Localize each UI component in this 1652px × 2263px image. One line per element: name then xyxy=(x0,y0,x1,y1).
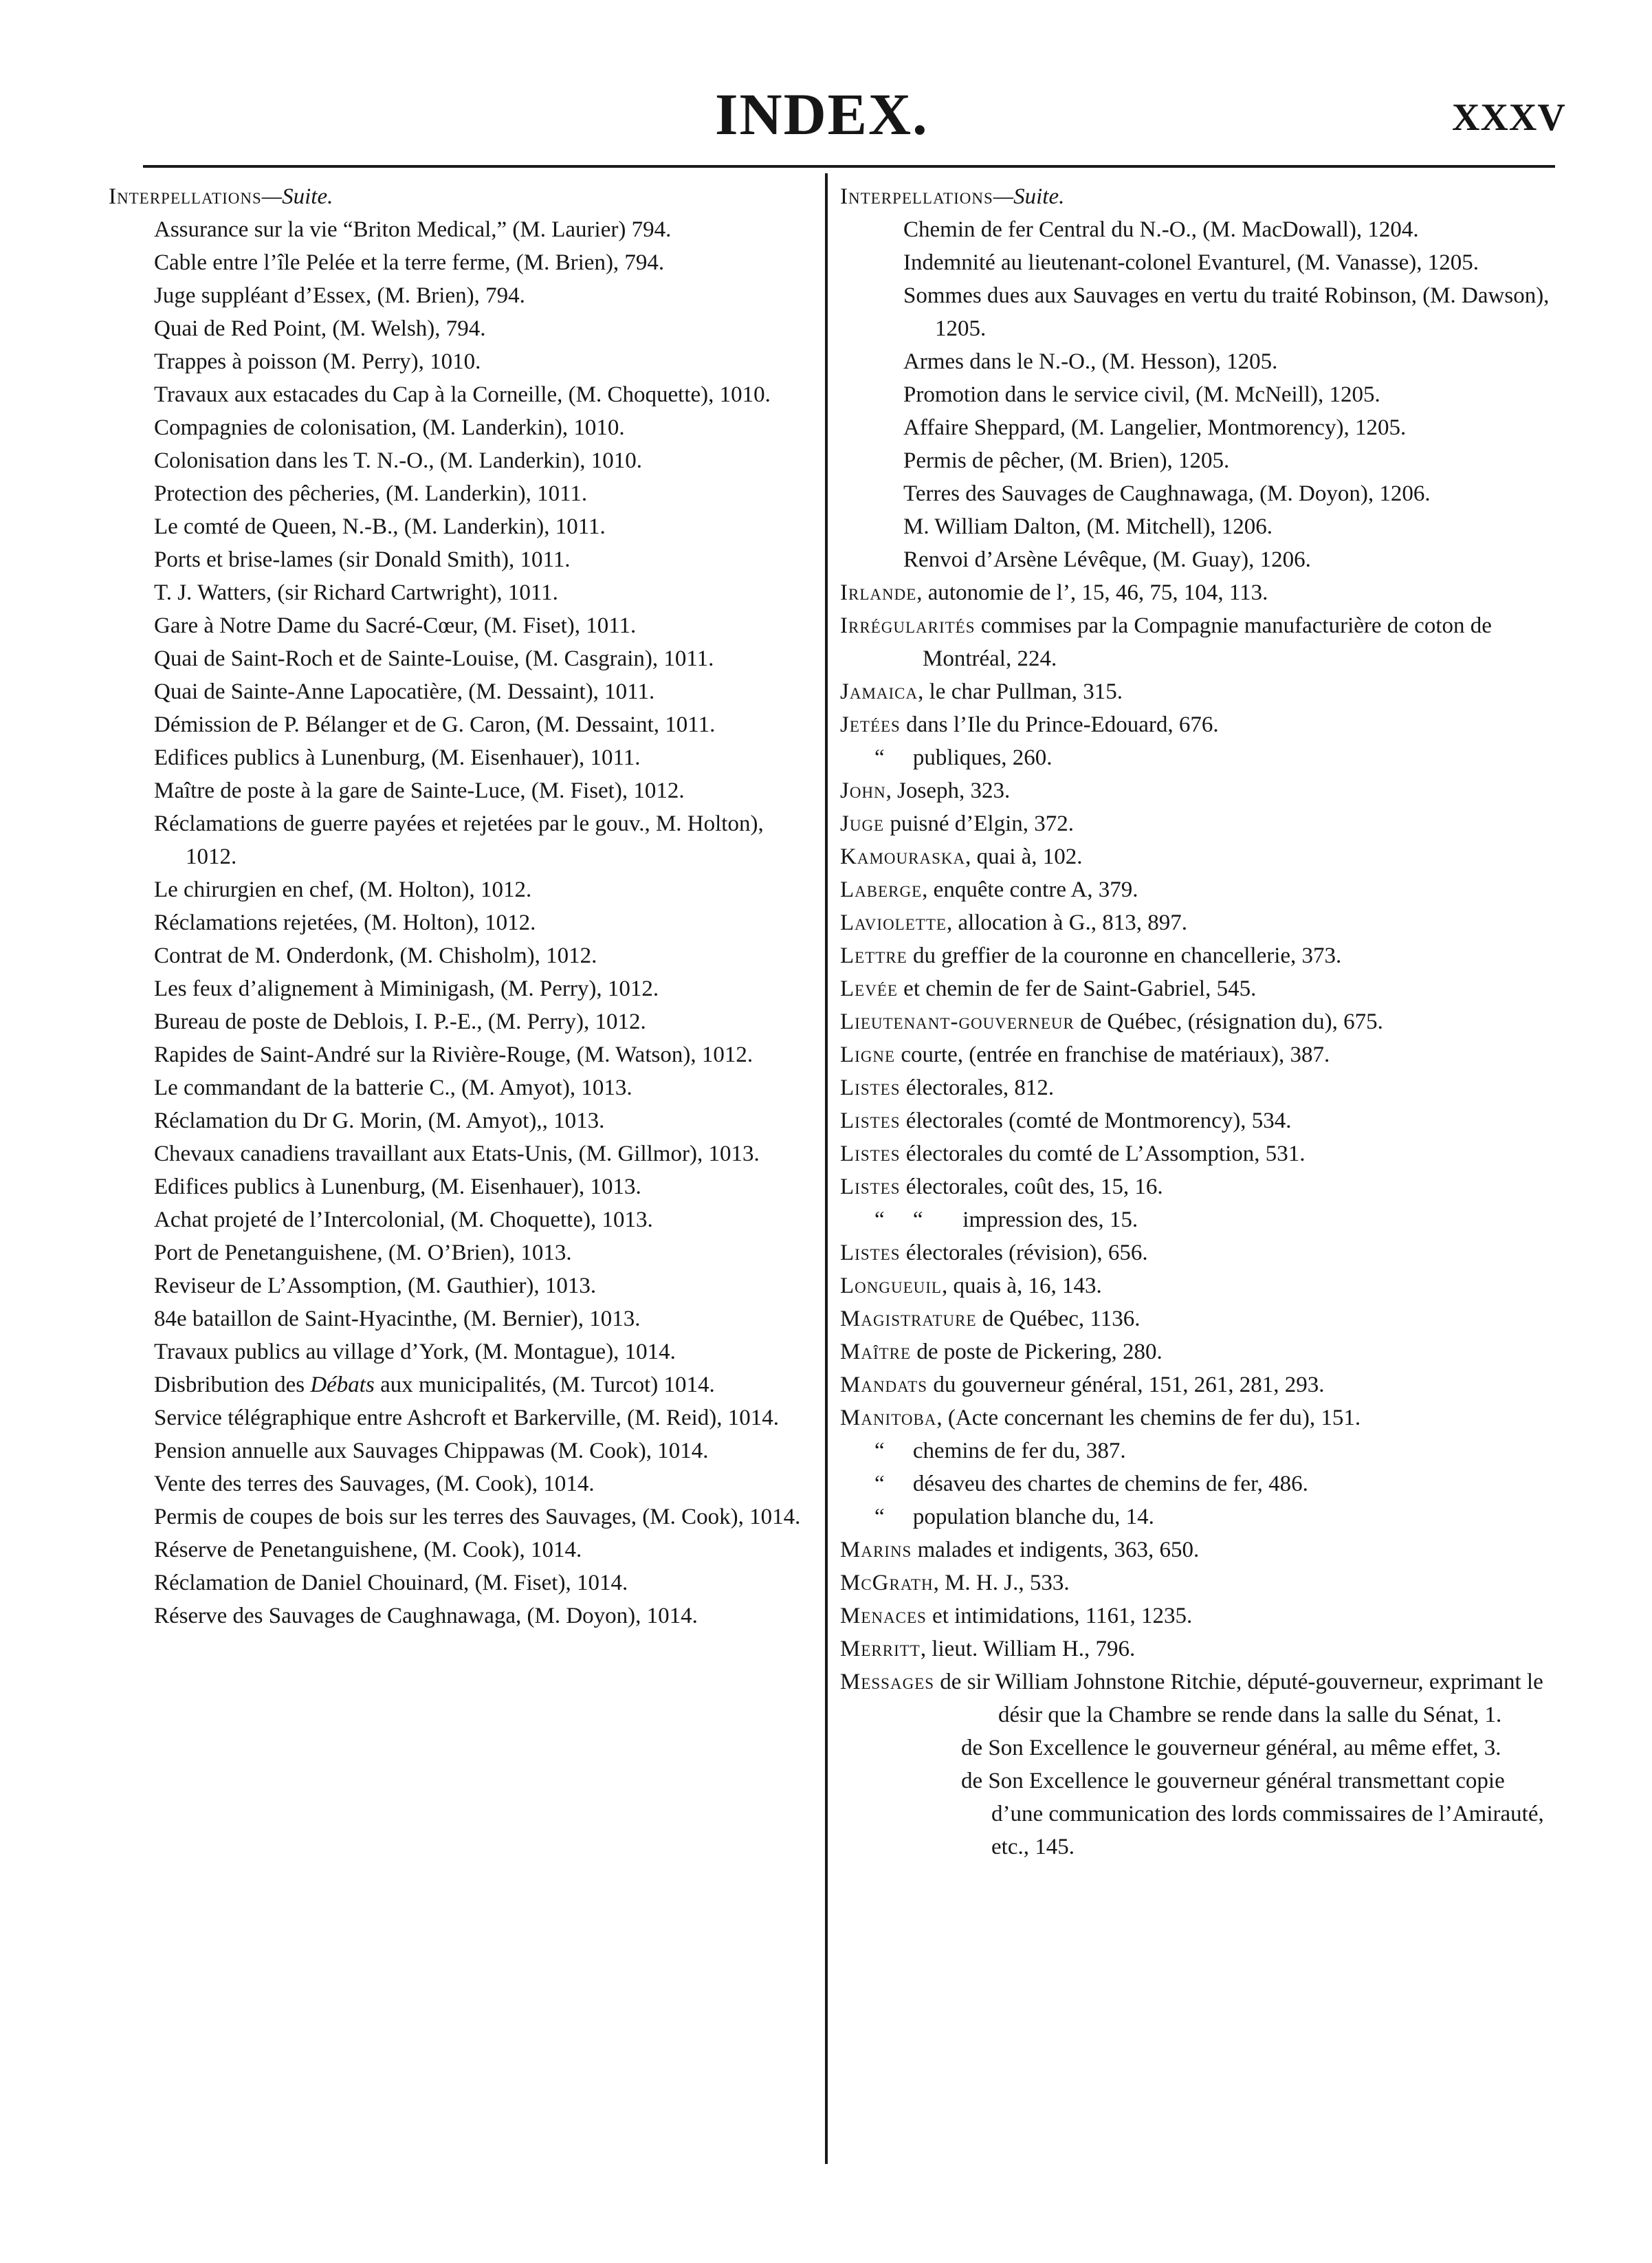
left-column xyxy=(109,180,820,1632)
index-entry: Levée et chemin de fer de Saint-Gabriel, 545. xyxy=(840,976,1257,1001)
index-entry: T. J. Watters, (sir Richard Cartwright), 1011. xyxy=(154,580,558,605)
index-entry: Réserve des Sauvages de Caughnawaga, (M. Doyon), 1014. xyxy=(154,1604,698,1628)
index-entry: Travaux publics au village d’York, (M. Montague), 1014. xyxy=(154,1340,676,1364)
index-entry: Gare à Notre Dame du Sacré-Cœur, (M. Fiset), 1011. xyxy=(154,613,637,638)
page-header xyxy=(0,80,1652,155)
index-entry: Affaire Sheppard, (M. Langelier, Montmorency), 1205. xyxy=(903,415,1407,440)
index-entry: Trappes à poisson (M. Perry), 1010. xyxy=(154,349,481,374)
index-entry: Mandats du gouverneur général, 151, 261, 281, 293. xyxy=(840,1373,1325,1397)
left-column-heading: Interpellations—Suite. xyxy=(109,184,333,209)
index-entry: “ chemins de fer du, 387. xyxy=(874,1439,1126,1463)
index-entry: Port de Penetanguishene, (M. O’Brien), 1013. xyxy=(154,1240,572,1265)
index-entry: Jamaica, le char Pullman, 315. xyxy=(840,679,1123,704)
index-entry: Quai de Saint-Roch et de Sainte-Louise, (M. Casgrain), 1011. xyxy=(154,646,714,671)
index-entry: Quai de Red Point, (M. Welsh), 794. xyxy=(154,316,486,341)
index-entry: Laviolette, allocation à G., 813, 897. xyxy=(840,910,1188,935)
index-entry: Chevaux canadiens travaillant aux Etats-Unis, (M. Gillmor), 1013. xyxy=(154,1141,760,1166)
index-entry: Longueuil, quais à, 16, 143. xyxy=(840,1273,1102,1298)
messages-sub-entry: de Son Excellence le gouverneur général transmettant copie d’une communication des lords commissaires de l’Amirauté, etc., 145. xyxy=(961,1769,1544,1859)
index-entry: Listes électorales, coût des, 15, 16. xyxy=(840,1174,1163,1199)
index-entry: Reviseur de L’Assomption, (M. Gauthier), 1013. xyxy=(154,1273,597,1298)
column-divider xyxy=(825,173,828,2164)
index-entry: Lettre du greffier de la couronne en chancellerie, 373. xyxy=(840,943,1342,968)
index-entry: Service télégraphique entre Ashcroft et Barkerville, (M. Reid), 1014. xyxy=(154,1406,780,1430)
index-entry: Listes électorales, 812. xyxy=(840,1075,1055,1100)
index-entry: McGrath, M. H. J., 533. xyxy=(840,1571,1070,1595)
index-entry: Manitoba, (Acte concernant les chemins de fer du), 151. xyxy=(840,1406,1361,1430)
index-entry: Merritt, lieut. William H., 796. xyxy=(840,1637,1136,1661)
index-entry: Armes dans le N.-O., (M. Hesson), 1205. xyxy=(903,349,1278,374)
index-entry: Ports et brise-lames (sir Donald Smith), 1011. xyxy=(154,547,571,572)
index-entry: Renvoi d’Arsène Lévêque, (M. Guay), 1206. xyxy=(903,547,1311,572)
index-entry: Le commandant de la batterie C., (M. Amyot), 1013. xyxy=(154,1075,632,1100)
index-entry: Marins malades et indigents, 363, 650. xyxy=(840,1538,1200,1562)
index-entry: Démission de P. Bélanger et de G. Caron, (M. Dessaint, 1011. xyxy=(154,712,716,737)
index-entry: Juge puisné d’Elgin, 372. xyxy=(840,811,1075,836)
index-entry: Assurance sur la vie “Briton Medical,” (M. Laurier) 794. xyxy=(154,217,672,242)
index-entry: Laberge, enquête contre A, 379. xyxy=(840,877,1138,902)
index-entry: Chemin de fer Central du N.-O., (M. MacDowall), 1204. xyxy=(903,217,1419,242)
index-entry: Pension annuelle aux Sauvages Chippawas (M. Cook), 1014. xyxy=(154,1439,709,1463)
index-entry: Disbribution des Débats aux municipalités, (M. Turcot) 1014. xyxy=(154,1373,715,1397)
index-entry: “ publiques, 260. xyxy=(874,745,1053,770)
index-entry: Edifices publics à Lunenburg, (M. Eisenhauer), 1011. xyxy=(154,745,641,770)
index-entry: Terres des Sauvages de Caughnawaga, (M. Doyon), 1206. xyxy=(903,481,1431,506)
index-entry: Irrégularités commises par la Compagnie manufacturière de coton de Montréal, 224. xyxy=(840,613,1492,671)
index-entry: Contrat de M. Onderdonk, (M. Chisholm), 1012. xyxy=(154,943,597,968)
index-entry: Ligne courte, (entrée en franchise de matériaux), 387. xyxy=(840,1042,1330,1067)
index-entry: Maître de poste à la gare de Sainte-Luce, (M. Fiset), 1012. xyxy=(154,778,685,803)
index-entry: “ désaveu des chartes de chemins de fer, 486. xyxy=(874,1472,1308,1496)
index-entry: “ population blanche du, 14. xyxy=(874,1505,1154,1529)
index-entry: M. William Dalton, (M. Mitchell), 1206. xyxy=(903,514,1273,539)
index-entry: Irlande, autonomie de l’, 15, 46, 75, 104, 113. xyxy=(840,580,1268,605)
index-entry: Kamouraska, quai à, 102. xyxy=(840,844,1083,869)
index-entry: Juge suppléant d’Essex, (M. Brien), 794. xyxy=(154,283,525,308)
index-entry: Le chirurgien en chef, (M. Holton), 1012. xyxy=(154,877,532,902)
index-entry: Jetées dans l’Ile du Prince-Edouard, 676. xyxy=(840,712,1219,737)
index-entry: Protection des pêcheries, (M. Landerkin), 1011. xyxy=(154,481,588,506)
index-entry: Réclamation de Daniel Chouinard, (M. Fiset), 1014. xyxy=(154,1571,628,1595)
index-entry: “ “ impression des, 15. xyxy=(874,1207,1138,1232)
index-entry: Réserve de Penetanguishene, (M. Cook), 1014. xyxy=(154,1538,582,1562)
index-entry: Menaces et intimidations, 1161, 1235. xyxy=(840,1604,1193,1628)
index-entry: Les feux d’alignement à Miminigash, (M. Perry), 1012. xyxy=(154,976,659,1001)
index-entry: Sommes dues aux Sauvages en vertu du traité Robinson, (M. Dawson), 1205. xyxy=(903,283,1550,341)
index-entry: Promotion dans le service civil, (M. McNeill), 1205. xyxy=(903,382,1380,407)
index-entry: Vente des terres des Sauvages, (M. Cook), 1014. xyxy=(154,1472,595,1496)
right-column xyxy=(840,180,1559,1863)
index-entry: Magistrature de Québec, 1136. xyxy=(840,1307,1141,1331)
index-entry: Réclamations rejetées, (M. Holton), 1012. xyxy=(154,910,536,935)
messages-sub-entry: de Son Excellence le gouverneur général, au même effet, 3. xyxy=(961,1736,1501,1760)
index-entry: Achat projeté de l’Intercolonial, (M. Choquette), 1013. xyxy=(154,1207,653,1232)
index-entry: Réclamations de guerre payées et rejetées par le gouv., M. Holton), 1012. xyxy=(154,811,764,869)
index-entry: Permis de coupes de bois sur les terres des Sauvages, (M. Cook), 1014. xyxy=(154,1505,801,1529)
index-entry: Compagnies de colonisation, (M. Landerkin), 1010. xyxy=(154,415,625,440)
header-rule xyxy=(143,165,1555,168)
index-entry: 84e bataillon de Saint-Hyacinthe, (M. Bernier), 1013. xyxy=(154,1307,641,1331)
index-entry: Lieutenant-gouverneur de Québec, (résignation du), 675. xyxy=(840,1009,1383,1034)
page-title: INDEX. xyxy=(715,81,929,147)
index-entry: Listes électorales du comté de L’Assomption, 531. xyxy=(840,1141,1306,1166)
index-entry: Rapides de Saint-André sur la Rivière-Rouge, (M. Watson), 1012. xyxy=(154,1042,753,1067)
index-entry: Réclamation du Dr G. Morin, (M. Amyot),, 1013. xyxy=(154,1108,605,1133)
messages-entry: Messages de sir William Johnstone Ritchie, député-gouverneur, exprimant le désir que la Chambre se rende dans la salle du Sénat, 1. xyxy=(840,1670,1543,1727)
index-entry: Listes électorales (révision), 656. xyxy=(840,1240,1148,1265)
right-column-heading: Interpellations—Suite. xyxy=(840,184,1065,209)
index-entry: Cable entre l’île Pelée et la terre ferme, (M. Brien), 794. xyxy=(154,250,665,275)
index-entry: Quai de Sainte-Anne Lapocatière, (M. Dessaint), 1011. xyxy=(154,679,655,704)
index-entry: John, Joseph, 323. xyxy=(840,778,1011,803)
index-entry: Indemnité au lieutenant-colonel Evanturel, (M. Vanasse), 1205. xyxy=(903,250,1479,275)
index-entry: Colonisation dans les T. N.-O., (M. Landerkin), 1010. xyxy=(154,448,643,473)
index-entry: Travaux aux estacades du Cap à la Corneille, (M. Choquette), 1010. xyxy=(154,382,771,407)
index-entry: Permis de pêcher, (M. Brien), 1205. xyxy=(903,448,1230,473)
index-entry: Le comté de Queen, N.-B., (M. Landerkin), 1011. xyxy=(154,514,606,539)
index-entry: Listes électorales (comté de Montmorency), 534. xyxy=(840,1108,1292,1133)
index-entry: Maître de poste de Pickering, 280. xyxy=(840,1340,1163,1364)
index-entry: Bureau de poste de Deblois, I. P.-E., (M. Perry), 1012. xyxy=(154,1009,646,1034)
index-entry: Edifices publics à Lunenburg, (M. Eisenhauer), 1013. xyxy=(154,1174,641,1199)
page-number: XXXV xyxy=(1452,96,1566,139)
